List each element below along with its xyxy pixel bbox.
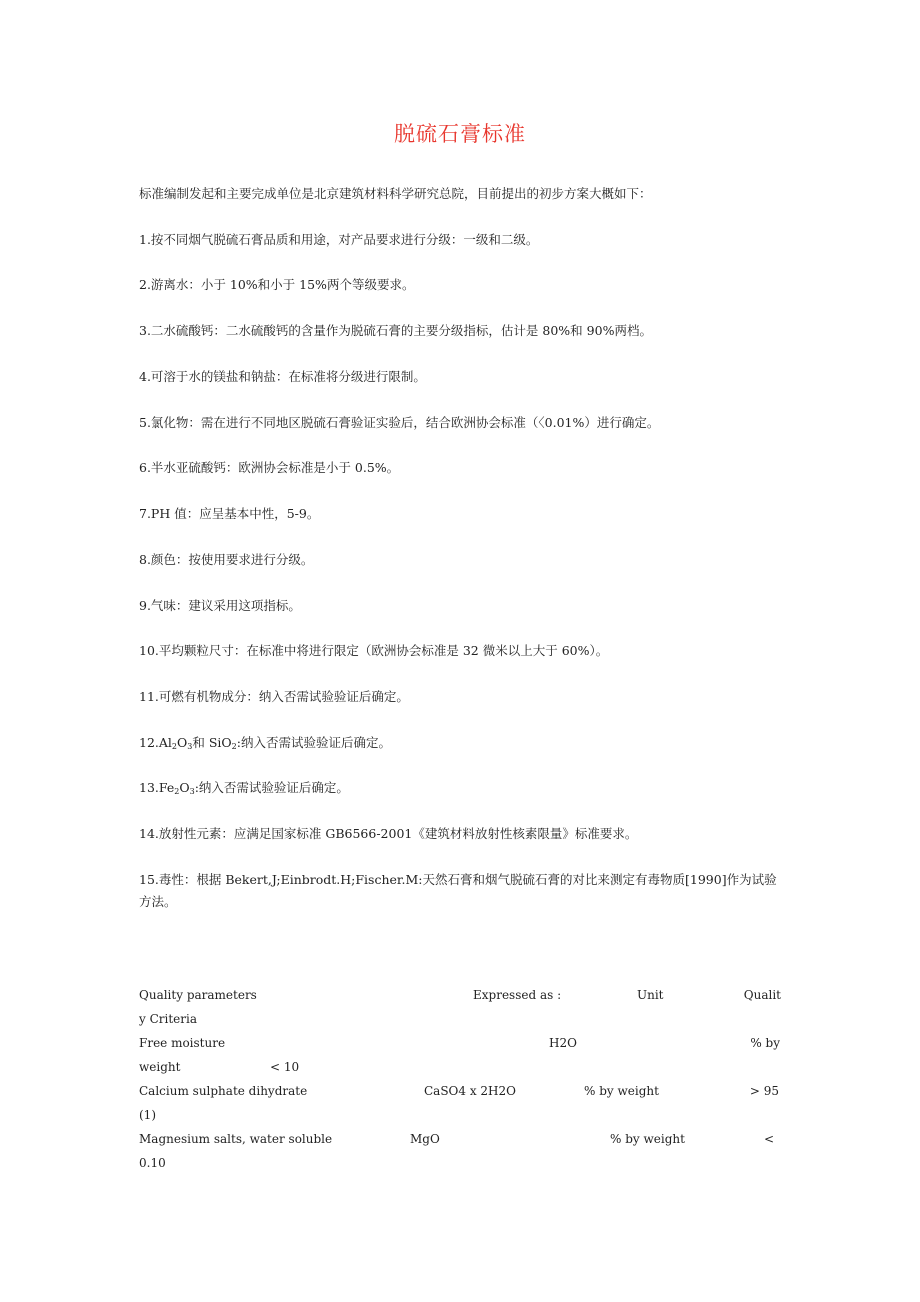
table-row-wrap xyxy=(139,1151,784,1175)
row-expressed: CaSO4 x 2H2O xyxy=(424,1084,516,1098)
row-criteria: > 95 xyxy=(749,1084,779,1098)
row-criteria-continued: 0.10 xyxy=(139,1156,166,1170)
table-header-row-wrap xyxy=(139,1007,784,1031)
header-criteria-continued: y Criteria xyxy=(139,1012,198,1026)
row-unit: % by weight xyxy=(610,1132,685,1146)
list-item: 10.平均颗粒尺寸：在标准中将进行限定（欧洲协会标准是 32 微米以上大于 60%）。 xyxy=(139,643,609,658)
list-item: 7.PH 值：应呈基本中性，5-9。 xyxy=(139,506,320,521)
list-item: 6.半水亚硫酸钙：欧洲协会标准是小于 0.5%。 xyxy=(139,460,400,475)
header-parameter: Quality parameters xyxy=(139,988,257,1002)
list-item: 8.颜色：按使用要求进行分级。 xyxy=(139,552,314,567)
list-item: 9.气味：建议采用这项指标。 xyxy=(139,598,301,613)
list-item-12: $12.Al_2O_3$和 SiO$_2$:纳入否需试验验证后确定。 xyxy=(139,735,391,751)
list-item: 14.放射性元素：应满足国家标准 GB6566-2001《建筑材料放射性核素限量》标准要求。 xyxy=(139,826,638,841)
row-parameter: Calcium sulphate dihydrate xyxy=(139,1084,308,1098)
row-expressed: MgO xyxy=(410,1132,440,1146)
list-item: 2.游离水：小于 10%和小于 15%两个等级要求。 xyxy=(139,277,415,292)
row-criteria: < xyxy=(763,1132,774,1146)
list-item: 5.氯化物：需在进行不同地区脱硫石膏验证实验后，结合欧洲协会标准（〈0.01%）进行确定。 xyxy=(139,415,660,430)
list-item-13: $13.Fe_2O_3$:纳入否需试验验证后确定。 xyxy=(139,780,349,796)
document-title: 脱硫石膏标准 xyxy=(394,122,526,146)
row-unit-continued: weight xyxy=(139,1060,181,1074)
row-criteria: < 10 xyxy=(270,1060,300,1074)
intro-paragraph: 标准编制发起和主要完成单位是北京建筑材料科学研究总院，目前提出的初步方案大概如下： xyxy=(139,186,652,201)
header-unit: Unit xyxy=(637,988,664,1002)
row-parameter: Magnesium salts, water soluble xyxy=(139,1132,333,1146)
list-item: 4.可溶于水的镁盐和钠盐：在标准将分级进行限制。 xyxy=(139,369,426,384)
table-header-row xyxy=(139,983,784,1007)
list-item: 11.可燃有机物成分：纳入否需试验验证后确定。 xyxy=(139,689,409,704)
table-row xyxy=(139,1079,784,1103)
list-item: 15.毒性：根据 Bekert,J;Einbrodt.H;Fischer.M:天然石膏和烟气脱硫石膏的对比来测定有毒物质[1990]作为试验方法。 xyxy=(139,872,777,909)
row-unit: % by xyxy=(750,1036,780,1050)
table-row-wrap xyxy=(139,1055,784,1079)
row-note: (1) xyxy=(139,1108,156,1122)
table-row-wrap xyxy=(139,1103,784,1127)
list-item: 3.二水硫酸钙：二水硫酸钙的含量作为脱硫石膏的主要分级指标，估计是 80%和 90%两档。 xyxy=(139,323,652,338)
row-unit: % by weight xyxy=(584,1084,659,1098)
header-expressed: Expressed as : xyxy=(473,988,562,1002)
table-row xyxy=(139,1127,784,1151)
list-item: 1.按不同烟气脱硫石膏品质和用途，对产品要求进行分级：一级和二级。 xyxy=(139,232,539,247)
table-row xyxy=(139,1031,784,1055)
header-criteria: Qualit xyxy=(743,988,781,1002)
row-expressed: H2O xyxy=(549,1036,577,1050)
row-parameter: Free moisture xyxy=(139,1036,226,1050)
